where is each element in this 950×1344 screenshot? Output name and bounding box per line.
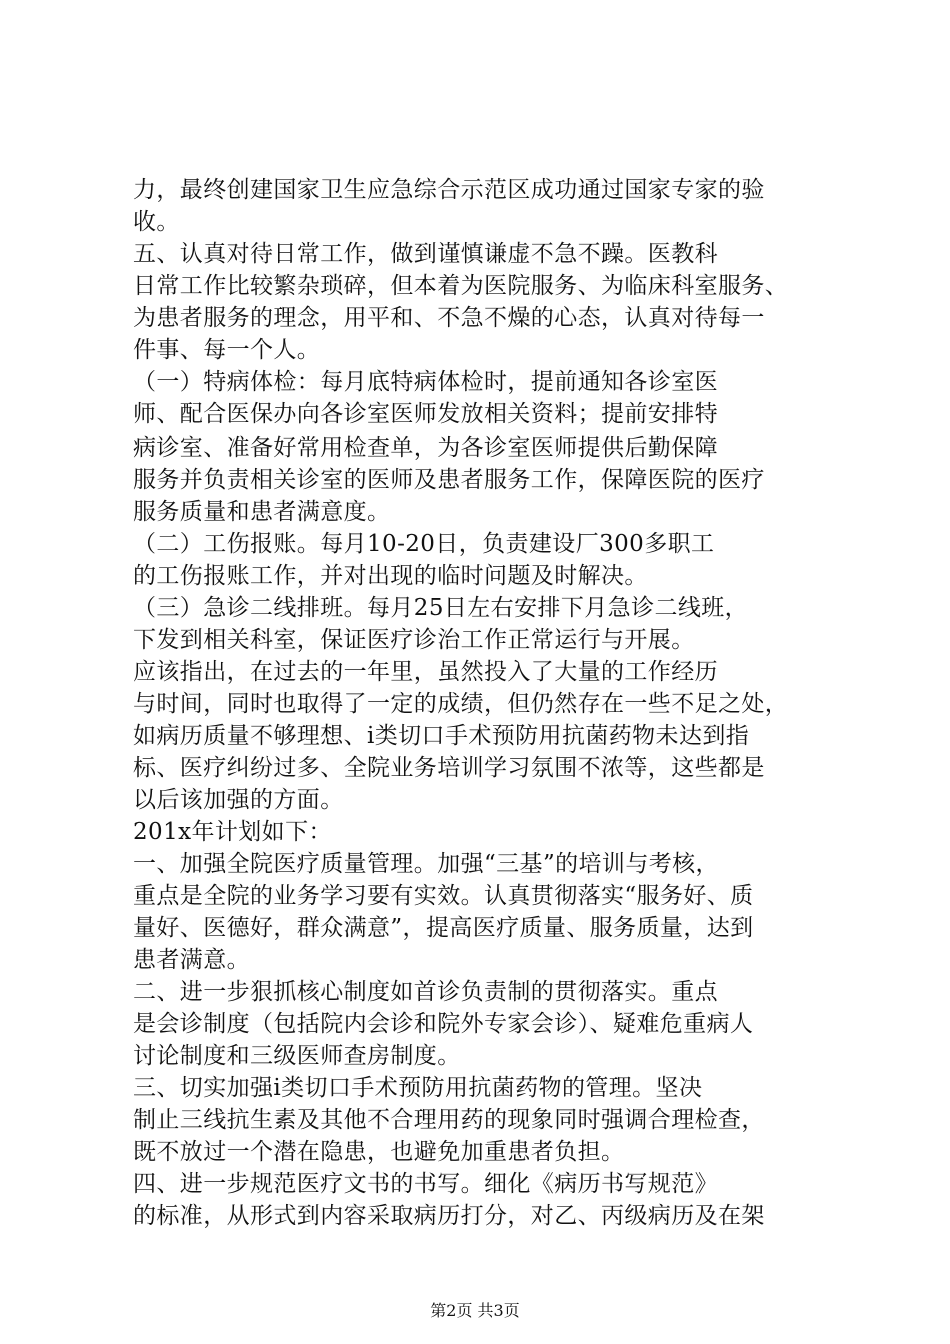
text-line: 制止三线抗生素及其他不合理用药的现象同时强调合理检查， xyxy=(133,1107,765,1133)
text-line: 师、配合医保办向各诊室医师发放相关资料；提前安排特 xyxy=(133,401,718,427)
text-line: 重点是全院的业务学习要有实效。认真贯彻落实“服务好、质 xyxy=(133,883,754,909)
text-line: 收。 xyxy=(133,209,180,235)
text-line: 力，最终创建国家卫生应急综合示范区成功通过国家专家的验 xyxy=(133,177,765,203)
text-line: 的标准，从形式到内容采取病历打分，对乙、丙级病历及在架 xyxy=(133,1203,765,1229)
text-line: 服务并负责相关诊室的医师及患者服务工作，保障医院的医疗 xyxy=(133,467,765,493)
text-line: 是会诊制度（包括院内会诊和院外专家会诊）、疑难危重病人 xyxy=(133,1011,754,1037)
text-line: 三、切实加强i类切口手术预防用抗菌药物的管理。坚决 xyxy=(133,1075,703,1101)
text-line: 下发到相关科室，保证医疗诊治工作正常运行与开展。 xyxy=(133,627,695,653)
text-line: 201x年计划如下： xyxy=(133,819,332,845)
text-line: 标、医疗纠纷过多、全院业务培训学习氛围不浓等，这些都是 xyxy=(133,755,765,781)
text-line: 以后该加强的方面。 xyxy=(133,787,344,813)
text-line: 为患者服务的理念，用平和、不急不燥的心态，认真对待每一 xyxy=(133,305,765,331)
text-line: 患者满意。 xyxy=(133,947,250,973)
text-line: 应该指出，在过去的一年里，虽然投入了大量的工作经历 xyxy=(133,659,718,685)
text-line: 如病历质量不够理想、i类切口手术预防用抗菌药物未达到指 xyxy=(133,723,750,749)
text-line: （一）特病体检：每月底特病体检时，提前通知各诊室医 xyxy=(133,369,718,395)
document-body xyxy=(133,174,833,1232)
text-line: 的工伤报账工作，并对出现的临时问题及时解决。 xyxy=(133,563,648,589)
text-line: 二、进一步狠抓核心制度如首诊负责制的贯彻落实。重点 xyxy=(133,979,718,1005)
text-line: （三）急诊二线排班。每月25日左右安排下月急诊二线班， xyxy=(133,595,749,621)
text-line: 讨论制度和三级医师查房制度。 xyxy=(133,1043,461,1069)
page-footer: 第2页 共3页 xyxy=(430,1301,520,1320)
text-line: 一、加强全院医疗质量管理。加强“三基”的培训与考核， xyxy=(133,851,719,877)
text-line: 件事、每一个人。 xyxy=(133,337,321,363)
text-line: 既不放过一个潜在隐患，也避免加重患者负担。 xyxy=(133,1139,625,1165)
text-line: 四、进一步规范医疗文书的书写。细化《病历书写规范》 xyxy=(133,1171,718,1197)
text-line: 与时间，同时也取得了一定的成绩，但仍然存在一些不足之处， xyxy=(133,691,789,717)
text-line: 日常工作比较繁杂琐碎，但本着为医院服务、为临床科室服务、 xyxy=(133,273,789,299)
text-line: 服务质量和患者满意度。 xyxy=(133,499,391,525)
text-line: 五、认真对待日常工作，做到谨慎谦虚不急不躁。医教科 xyxy=(133,241,718,267)
text-line: 病诊室、准备好常用检查单，为各诊室医师提供后勤保障 xyxy=(133,435,718,461)
text-line: （二）工伤报账。每月10-20日，负责建设厂300多职工 xyxy=(133,531,715,557)
text-line: 量好、医德好，群众满意”，提高医疗质量、服务质量，达到 xyxy=(133,915,754,941)
